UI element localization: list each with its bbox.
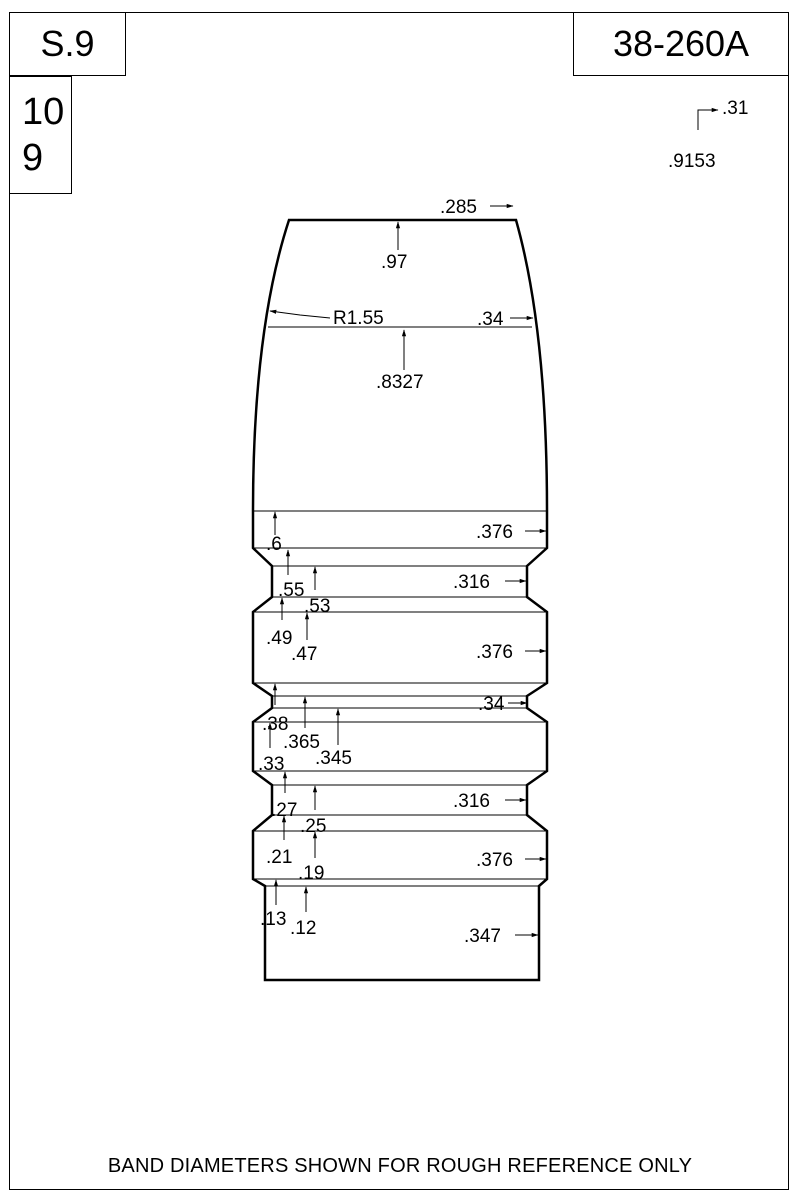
ogive-radius-label: R1.55 [333, 308, 384, 329]
band-diameter-label: .316 [453, 791, 490, 812]
length-label: .53 [304, 596, 331, 617]
ogive-diameter-label: .34 [477, 309, 504, 330]
length-label: .25 [300, 816, 327, 837]
band-diameter-label: .34 [478, 694, 505, 715]
length-label: .38 [262, 714, 289, 735]
length-label: .33 [258, 754, 285, 775]
length-label: .21 [266, 847, 293, 868]
cavity-top-number: 10 [22, 91, 65, 133]
part-number-label: 38-260A [573, 12, 789, 76]
length-label: .55 [278, 580, 305, 601]
length-label: .19 [298, 863, 325, 884]
band-diameter-label: .376 [476, 850, 513, 871]
length-label: .12 [290, 918, 317, 939]
meplat-length-label: .97 [381, 252, 408, 273]
length-label: .47 [291, 644, 318, 665]
top-right-length-label: .9153 [668, 151, 716, 172]
length-label: .365 [283, 732, 320, 753]
series-label: S.9 [9, 12, 126, 76]
cavity-bottom-number: 9 [22, 137, 44, 179]
length-label: .13 [260, 909, 287, 930]
meplat-diameter-label: .285 [440, 197, 477, 218]
band-diameter-label: .347 [464, 926, 501, 947]
band-diameter-label: .376 [476, 642, 513, 663]
footer-note: BAND DIAMETERS SHOWN FOR ROUGH REFERENCE ONLY [107, 1155, 693, 1177]
length-label: .49 [266, 628, 293, 649]
band-diameter-label: .376 [476, 522, 513, 543]
top-right-diameter-label: .31 [722, 98, 749, 119]
length-label: .27 [271, 800, 298, 821]
length-label: .345 [315, 748, 352, 769]
ogive-length-label: .8327 [376, 372, 424, 393]
band-diameter-label: .316 [453, 572, 490, 593]
length-label: .6 [266, 534, 282, 555]
